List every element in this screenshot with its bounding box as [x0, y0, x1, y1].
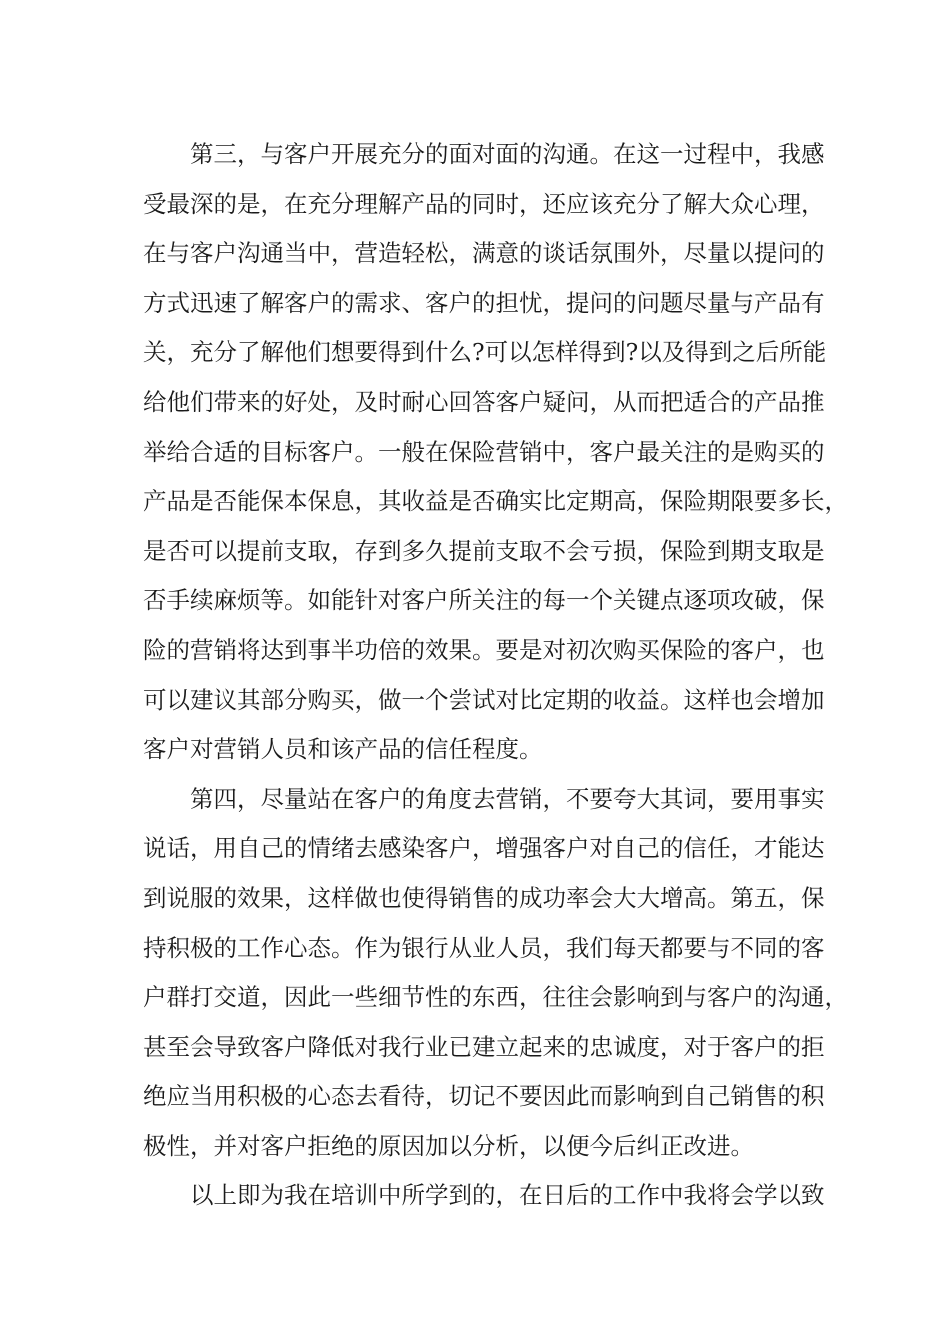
- text-line: 到说服的效果，这样做也使得销售的成功率会大大增高。第五，保: [143, 883, 825, 912]
- text-line: 以上即为我在培训中所学到的，在日后的工作中我将会学以致: [190, 1181, 825, 1210]
- text-line: 产品是否能保本保息，其收益是否确实比定期高，保险期限要多长，: [143, 487, 848, 516]
- text-line: 方式迅速了解客户的需求、客户的担忧，提问的问题尽量与产品有: [143, 288, 825, 317]
- text-line: 第三，与客户开展充分的面对面的沟通。在这一过程中，我感: [190, 140, 825, 168]
- text-line: 客户对营销人员和该产品的信任程度。: [143, 735, 543, 764]
- text-line: 持积极的工作心态。作为银行从业人员，我们每天都要与不同的客: [143, 933, 825, 962]
- text-line: 是否可以提前支取，存到多久提前支取不会亏损，保险到期支取是: [143, 536, 825, 565]
- text-line: 给他们带来的好处，及时耐心回答客户疑问，从而把适合的产品推: [143, 387, 825, 416]
- text-line: 极性，并对客户拒绝的原因加以分析，以便今后纠正改进。: [143, 1131, 754, 1160]
- body-text: [143, 130, 848, 1221]
- text-line: 甚至会导致客户降低对我行业已建立起来的忠诚度，对于客户的拒: [143, 1032, 825, 1061]
- text-line: 第四，尽量站在客户的角度去营销，不要夸大其词，要用事实: [190, 784, 825, 813]
- text-line: 可以建议其部分购买，做一个尝试对比定期的收益。这样也会增加: [143, 685, 825, 714]
- text-line: 在与客户沟通当中，营造轻松，满意的谈话氛围外，尽量以提问的: [143, 239, 825, 268]
- text-line: 举给合适的目标客户。一般在保险营销中，客户最关注的是购买的: [143, 437, 825, 466]
- text-line: 户群打交道，因此一些细节性的东西，往往会影响到与客户的沟通，: [143, 983, 848, 1012]
- text-line: 说话，用自己的情绪去感染客户，增强客户对自己的信任，才能达: [143, 834, 825, 863]
- text-line: 绝应当用积极的心态去看待，切记不要因此而影响到自己销售的积: [143, 1082, 825, 1111]
- text-line: 否手续麻烦等。如能针对客户所关注的每一个关键点逐项攻破，保: [143, 586, 825, 615]
- text-line: 关，充分了解他们想要得到什么?可以怎样得到?以及得到之后所能: [143, 338, 827, 367]
- text-line: 险的营销将达到事半功倍的效果。要是对初次购买保险的客户，也: [143, 635, 825, 664]
- text-line: 受最深的是，在充分理解产品的同时，还应该充分了解大众心理，: [143, 189, 825, 218]
